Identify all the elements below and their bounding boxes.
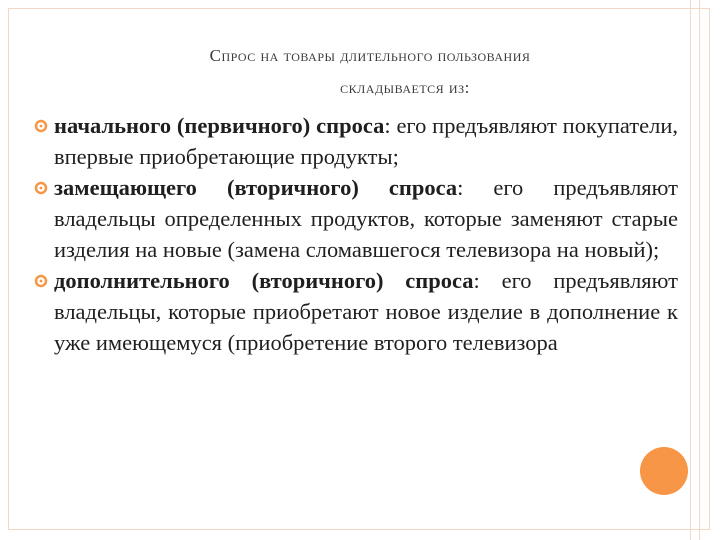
ring-bullet-icon [34,119,48,133]
title-line-2: складывается из: [340,78,470,97]
item-text: : его предъявляют покупатели, впервые приобретающие продукты; [54,113,678,169]
slide-title [0,40,720,104]
list-item [38,172,678,265]
decor-circle [640,447,688,495]
list-item [38,110,678,172]
item-text: : его предъявляют владельцы определенных продуктов, которые заменяют старые изделия на новые (замена сломавшегося телевизора на новый); [54,175,678,262]
item-text: : его предъявляют владельцы, которые приобретают новое изделие в дополнение к уже имеющемуся (приобретение второго телевизора [54,268,678,355]
item-term: замещающего (вторичного) спроса [54,175,458,200]
list-item [38,265,678,358]
item-term: дополнительного (вторичного) спроса [54,268,474,293]
title-line-1: Спрос на товары длительного пользования [209,46,531,65]
slide-content [38,110,678,358]
ring-bullet-icon [34,274,48,288]
item-term: начального (первичного) спроса [54,113,385,138]
ring-bullet-icon [34,181,48,195]
